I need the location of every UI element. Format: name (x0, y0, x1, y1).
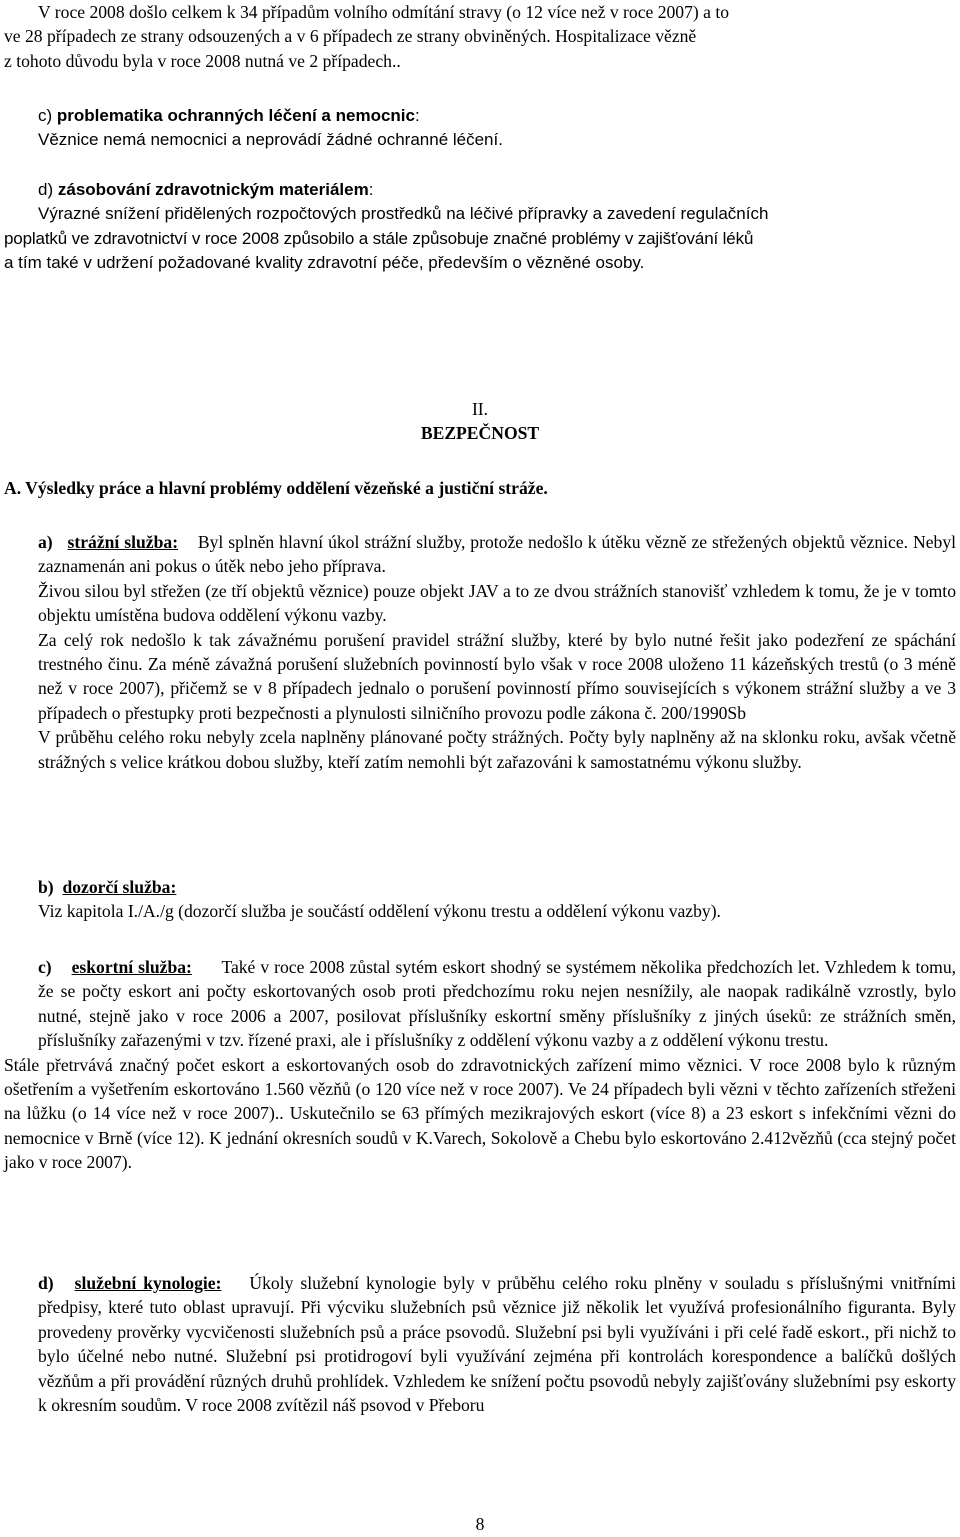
page-number: 8 (475, 1514, 485, 1534)
section-escort-service (4, 955, 956, 1175)
escort-label: eskortní služba: (71, 957, 192, 977)
supervision-marker: b) (38, 877, 54, 897)
section-c-colon: : (414, 106, 420, 125)
intro-paragraph (4, 0, 956, 73)
chapter-number: II. (471, 399, 489, 419)
section-c-health (38, 104, 956, 153)
chapter-heading (4, 397, 956, 446)
section-d-line-1: Výrazné snížení přidělených rozpočtových prostředků na léčivé přípravky a zavedení regulačních (38, 204, 769, 224)
guard-label: strážní služba: (67, 532, 179, 552)
chapter-title: BEZPEČNOST (420, 423, 540, 444)
escort-paragraph-2: Stále přetrvává značný počet eskort a eskortovaných osob do zdravotnických zařízení mimo věznici. V roce 2008 bylo k různým ošetřením a vyšetřením eskortováno 1.560 vězňů (o 120 více než v roce 2007). Ve 24 případech byli vězni v těchto zařízeních střeženi na lůžku (o 14 více než v roce 2007).. Uskutečnilo se 63 přímých mezikrajových eskort (více 8) a 23 eskort s infekčními vězni do nemocnice v Brně (více 12). K jednání okresních soudů v K.Varech, Sokolově a Chebu bylo eskortováno 2.412vězňů (cca stejný počet jako v roce 2007). (4, 1054, 956, 1173)
kynology-label: služební kynologie: (74, 1273, 222, 1293)
section-guard-service (4, 530, 956, 774)
escort-paragraph-1 (4, 955, 956, 1053)
section-c-heading (38, 104, 956, 128)
supervision-text: Viz kapitola I./A./g (dozorčí služba je součástí oddělení výkonu trestu a oddělení výkonu vazby). (38, 901, 721, 922)
section-d-heading (4, 178, 956, 202)
section-d-line-3: a tím také v udržení požadované kvality zdravotní péče, především o vězněné osoby. (4, 253, 645, 273)
supervision-heading (38, 875, 956, 899)
intro-line-2: ve 28 případech ze strany odsouzených a v 6 případech ze strany obviněných. Hospitalizace vězně (4, 26, 697, 47)
kynology-marker: d) (38, 1273, 54, 1293)
supervision-label: dozorčí služba: (62, 877, 177, 897)
section-a-heading: A. Výsledky práce a hlavní problémy oddělení vězeňské a justiční stráže. (4, 478, 548, 498)
escort-text-1: Také v roce 2008 zůstal sytém eskort shodný se systémem několika předchozích let. Vzhledem k tomu, že se počty eskort ani počty eskortovaných osob proti předchozímu roku nejen nesnížily, ale naopak radikálně vzrostly, bylo nutné, stejně jako v roce 2006 a 2007, posilovat příslušníky eskortní směny příslušníky z jiných úseků: ze strážních směn, příslušníky zařazenými v tzv. řízené praxi, ale i příslušníky z oddělení výkonu vazby a z oddělení výkonu trestu. (38, 957, 957, 1051)
guard-marker: a) (38, 532, 53, 552)
section-d-colon: : (368, 180, 374, 199)
section-c-title: problematika ochranných léčení a nemocnic (56, 106, 415, 125)
section-d-title: zásobování zdravotnickým materiálem (57, 180, 369, 199)
guard-paragraph-4: V průběhu celého roku nebyly zcela naplněny plánované počty strážných. Počty byly naplněny až na sklonku roku, avšak včetně strážných s velice krátkou dobou služby, kteří zatím nemohli být zařazováni k samostatnému výkonu služby. (38, 727, 956, 772)
guard-paragraph-1 (4, 530, 956, 579)
section-d-marker: d) (38, 180, 54, 199)
section-c-text: Věznice nemá nemocnici a neprovádí žádné ochranné léčení. (38, 130, 503, 150)
kynology-paragraph (4, 1271, 956, 1417)
section-c-marker: c) (38, 106, 53, 125)
guard-paragraph-2: Živou silou byl střežen (ze tří objektů věznice) pouze objekt JAV a to ze dvou strážních stanovišť vzhledem k tomu, že je v tomto objektu umístěna budova oddělení výkonu vazby. (38, 580, 956, 626)
section-d-supplies (4, 178, 956, 276)
guard-paragraph-3: Za celý rok nedošlo k tak závažnému porušení pravidel strážní služby, které by bylo nutné řešit jako podezření ze spáchání trestného činu. Za méně závažná porušení služebních povinností bylo však v roce 2008 uloženo 11 kázeňských trestů (o 3 méně než v roce 2007), přičemž se v 8 případech jednalo o porušení povinností přímo souvisejících s výkonem strážní služby a ve 3 případech o přestupky proti bezpečnosti a plynulosti silničního provozu podle zákona č. 200/1990Sb (38, 629, 956, 723)
section-supervision-service (38, 875, 956, 924)
intro-line-3: z tohoto důvodu byla v roce 2008 nutná ve 2 případech.. (4, 50, 401, 71)
section-kynology (4, 1271, 956, 1417)
guard-text-1: Byl splněn hlavní úkol strážní služby, protože nedošlo k útěku vězně ze střežených objektů věznice. Nebyl zaznamenán ani pokus o útěk nebo jeho příprava. (38, 532, 957, 577)
escort-marker: c) (38, 957, 52, 977)
kynology-text: Úkoly služební kynologie byly v průběhu celého roku plněny v souladu s příslušnými vnitřními předpisy, které tuto oblast upravují. Při výcviku služebních psů věznice již několik let využívá profesionálního figuranta. Byly provedeny prověrky vycvičenosti služebních psů a práce psovodů. Služební psi byli využíváni i při celé řadě eskort., při nichž to bylo účelné nebo nutné. Služební psi protidrogoví byli využívání zejména při kontrolách korespondence a balíčků došlých vězňům a při provádění různých druhů prohlídek. Vzhledem ke snížení počtu psovodů nebyly zajišťovány služebními psy eskorty k okresním soudům. V roce 2008 zvítězil náš psovod v Přeboru (38, 1273, 956, 1416)
intro-line-1: V roce 2008 došlo celkem k 34 případům volního odmítání stravy (o 12 více než v roce 2007) a to (38, 2, 730, 22)
section-d-line-2: poplatků ve zdravotnictví v roce 2008 způsobilo a stále způsobuje značné problémy v zajišťování léků (4, 228, 754, 248)
